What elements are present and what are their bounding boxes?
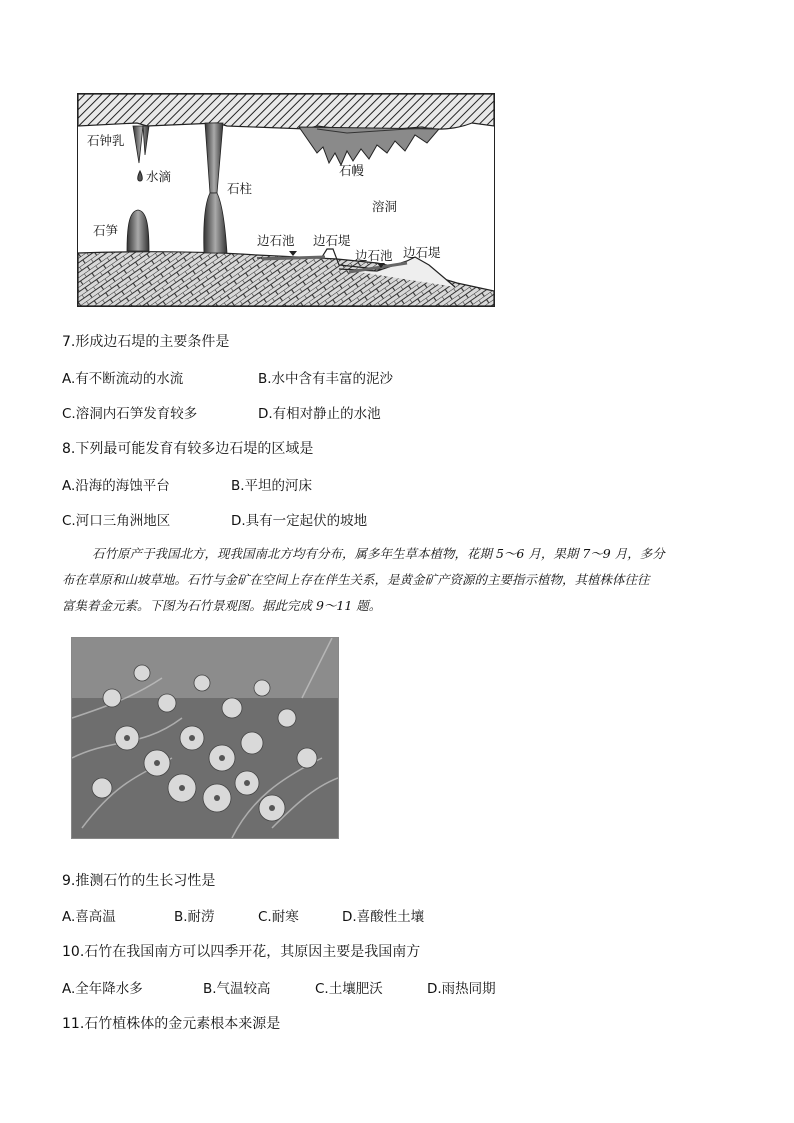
question-10-option-d: D.雨热同期 (427, 981, 496, 997)
label-water-drop: 水滴 (146, 169, 172, 184)
passage-line-1: 石竹原产于我国北方，现我国南北方均有分布，属多年生草本植物，花期 5～6 月，果期 7～9 月，多分 (92, 546, 665, 561)
question-7-option-d: D.有相对静止的水池 (258, 406, 381, 422)
question-8-option-a: A.沿海的海蚀平台 (62, 478, 170, 494)
label-rimpool-1: 边石池 (257, 233, 295, 248)
label-column: 石柱 (227, 181, 253, 196)
label-rimdam-2: 边石堤 (403, 245, 441, 260)
question-8-option-d: D.具有一定起伏的坡地 (231, 513, 368, 529)
passage-line-2: 布在草原和山坡草地。石竹与金矿在空间上存在伴生关系，是黄金矿产资源的主要指示植物，其植株体往往 (62, 572, 650, 587)
question-9-option-c: C.耐寒 (258, 909, 299, 925)
question-7-option-b: B.水中含有丰富的泥沙 (258, 371, 394, 387)
karst-cave-diagram (77, 93, 495, 307)
label-cave: 溶洞 (372, 199, 398, 214)
label-stalactite: 石钟乳 (87, 133, 125, 148)
question-7-stem: 7.形成边石堤的主要条件是 (62, 334, 230, 350)
question-10-option-c: C.土壤肥沃 (315, 981, 383, 997)
question-9-option-d: D.喜酸性土壤 (342, 909, 425, 925)
question-8-option-c: C.河口三角洲地区 (62, 513, 171, 529)
question-10-option-a: A.全年降水多 (62, 981, 143, 997)
label-rimpool-2: 边石池 (355, 248, 393, 263)
question-9-stem: 9.推测石竹的生长习性是 (62, 873, 216, 889)
question-7-option-a: A.有不断流动的水流 (62, 371, 184, 387)
question-10-option-b: B.气温较高 (203, 981, 271, 997)
label-curtain: 石幔 (339, 163, 365, 178)
label-rimdam-1: 边石堤 (313, 233, 351, 248)
reading-passage (62, 541, 730, 619)
question-7-option-c: C.溶洞内石笋发育较多 (62, 406, 198, 422)
flower-illustration (72, 638, 338, 838)
question-11-stem: 11.石竹植株体的金元素根本来源是 (62, 1016, 281, 1032)
cave-illustration (77, 93, 495, 307)
label-stalagmite: 石笋 (93, 223, 119, 238)
question-8-stem: 8.下列最可能发育有较多边石堤的区域是 (62, 441, 314, 457)
question-10-stem: 10.石竹在我国南方可以四季开花，其原因主要是我国南方 (62, 944, 421, 960)
question-9-option-b: B.耐涝 (174, 909, 215, 925)
question-9-option-a: A.喜高温 (62, 909, 116, 925)
dianthus-photo (71, 637, 339, 839)
question-8-option-b: B.平坦的河床 (231, 478, 313, 494)
passage-line-3: 富集着金元素。下图为石竹景观图。据此完成 9～11 题。 (62, 598, 382, 613)
